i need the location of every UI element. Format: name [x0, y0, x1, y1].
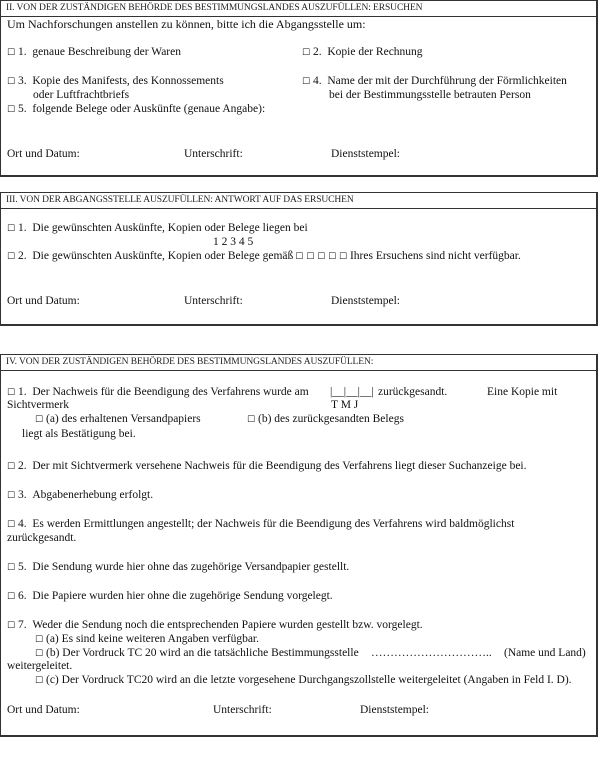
- checkbox-icon[interactable]: ☐: [7, 491, 16, 501]
- checkbox-icon[interactable]: ☐: [35, 635, 44, 645]
- section-response-header: III. VON DER ABGANGSSTELLE AUSZUFÜLLEN: ANTWORT AUF DAS ERSUCHEN: [1, 193, 596, 209]
- checkbox-icon[interactable]: ☐: [7, 77, 16, 87]
- item-1-option-a[interactable]: ☐ (a) des erhaltenen Versandpapiers: [35, 413, 201, 425]
- checkbox-icon[interactable]: ☐: [302, 48, 311, 58]
- section-request-header: II. VON DER ZUSTÄNDIGEN BEHÖRDE DES BESTIMMUNGSLANDES AUSZUFÜLLEN: ERSUCHEN: [1, 1, 596, 17]
- stamp-label: Dienststempel:: [360, 704, 429, 716]
- destination-item-4[interactable]: ☐ 4. Es werden Ermittlungen angestellt; der Nachweis für die Beendigung des Verfahrens wird baldmöglichst: [7, 518, 515, 530]
- item-1-line-end: liegt als Bestätigung bei.: [22, 428, 136, 440]
- section-destination: [0, 354, 598, 737]
- destination-item-1[interactable]: ☐ 1. Der Nachweis für die Beendigung des Verfahrens wurde am: [7, 386, 309, 398]
- checkbox-icon[interactable]: ☐: [302, 77, 311, 87]
- date-labels: T M J: [331, 399, 359, 411]
- request-item-5[interactable]: ☐ 5. folgende Belege oder Auskünfte (genaue Angabe):: [7, 103, 266, 115]
- request-item-2[interactable]: ☐ 2. Kopie der Rechnung: [302, 46, 423, 58]
- copy-label: Eine Kopie mit: [487, 386, 558, 398]
- checkbox-icon[interactable]: ☐: [7, 563, 16, 573]
- request-item-4[interactable]: ☐ 4. Name der mit der Durchführung der Förmlichkeiten: [302, 75, 567, 87]
- checkbox-icon[interactable]: ☐: [7, 224, 16, 234]
- place-date-label: Ort und Datum:: [7, 704, 80, 716]
- response-item-2[interactable]: ☐ 2. Die gewünschten Auskünfte, Kopien oder Belege gemäß ☐ ☐ ☐ ☐ ☐ Ihres Ersuchens sind nicht verfügbar.: [7, 250, 521, 262]
- checkbox-icon[interactable]: ☐: [7, 520, 16, 530]
- place-date-label: Ort und Datum:: [7, 295, 80, 307]
- destination-item-7[interactable]: ☐ 7. Weder die Sendung noch die entsprechenden Papiere wurden gestellt bzw. vorgelegt.: [7, 619, 423, 631]
- signature-label: Unterschrift:: [184, 148, 243, 160]
- item-7-option-c[interactable]: ☐ (c) Der Vordruck TC20 wird an die letzte vorgesehene Durchgangszollstelle weitergeleitet (Angaben in Feld I. D).: [35, 674, 572, 686]
- checkbox-icon[interactable]: ☐: [35, 649, 44, 659]
- stamp-label: Dienststempel:: [331, 148, 400, 160]
- response-numbers: 1 2 3 4 5: [213, 236, 254, 248]
- name-country-label: (Name und Land): [504, 647, 586, 659]
- destination-office-field[interactable]: …………………………..: [371, 647, 492, 659]
- item-1-option-b[interactable]: ☐ (b) des zurückgesandten Belegs: [247, 413, 404, 425]
- request-item-3[interactable]: ☐ 3. Kopie des Manifests, des Konnossements: [7, 75, 224, 87]
- signature-label: Unterschrift:: [213, 704, 272, 716]
- request-item-4-line2: bei der Bestimmungsstelle betrauten Person: [329, 89, 531, 101]
- item-7-option-b[interactable]: ☐ (b) Der Vordruck TC 20 wird an die tatsächliche Bestimmungsstelle: [35, 647, 359, 659]
- checkbox-icon[interactable]: ☐: [7, 621, 16, 631]
- item-1-line2: Sichtvermerk: [7, 399, 69, 411]
- checkbox-icon[interactable]: ☐: [7, 252, 16, 262]
- checkbox-icon[interactable]: ☐: [7, 48, 16, 58]
- item-4-line2: zurückgesandt.: [7, 532, 77, 544]
- signature-label: Unterschrift:: [184, 295, 243, 307]
- checkbox-icon[interactable]: ☐: [247, 415, 256, 425]
- item-7-option-b-line2: weitergeleitet.: [7, 660, 73, 672]
- checkbox-icon[interactable]: ☐: [7, 388, 16, 398]
- section-request: [0, 0, 598, 177]
- checkbox-icon[interactable]: ☐: [35, 415, 44, 425]
- destination-item-6[interactable]: ☐ 6. Die Papiere wurden hier ohne die zugehörige Sendung vorgelegt.: [7, 590, 333, 602]
- item-7-option-a[interactable]: ☐ (a) Es sind keine weiteren Angaben verfügbar.: [35, 633, 259, 645]
- place-date-label: Ort und Datum:: [7, 148, 80, 160]
- stamp-label: Dienststempel:: [331, 295, 400, 307]
- returned-label: zurückgesandt.: [378, 386, 448, 398]
- request-item-3-line2: oder Luftfrachtbriefs: [33, 89, 130, 101]
- destination-item-3[interactable]: ☐ 3. Abgabenerhebung erfolgt.: [7, 489, 154, 501]
- destination-item-5[interactable]: ☐ 5. Die Sendung wurde hier ohne das zugehörige Versandpapier gestellt.: [7, 561, 350, 573]
- section-response: [0, 192, 598, 326]
- destination-item-2[interactable]: ☐ 2. Der mit Sichtvermerk versehene Nachweis für die Beendigung des Verfahrens liegt dieser Suchanzeige bei.: [7, 460, 527, 472]
- checkbox-icon[interactable]: ☐: [35, 676, 44, 686]
- response-item-1[interactable]: ☐ 1. Die gewünschten Auskünfte, Kopien oder Belege liegen bei: [7, 222, 308, 234]
- checkbox-icon[interactable]: ☐: [7, 462, 16, 472]
- checkbox-icon[interactable]: ☐: [7, 105, 16, 115]
- request-item-1[interactable]: ☐ 1. genaue Beschreibung der Waren: [7, 46, 181, 58]
- checkbox-icon[interactable]: ☐: [7, 592, 16, 602]
- checkbox-row-icon[interactable]: ☐ ☐ ☐ ☐ ☐: [295, 252, 348, 262]
- section-destination-header: IV. VON DER ZUSTÄNDIGEN BEHÖRDE DES BESTIMMUNGSLANDES AUSZUFÜLLEN:: [1, 355, 596, 371]
- return-date-field[interactable]: |__|__|__|: [330, 386, 374, 398]
- request-intro: Um Nachforschungen anstellen zu können, bitte ich die Abgangsstelle um:: [7, 17, 366, 31]
